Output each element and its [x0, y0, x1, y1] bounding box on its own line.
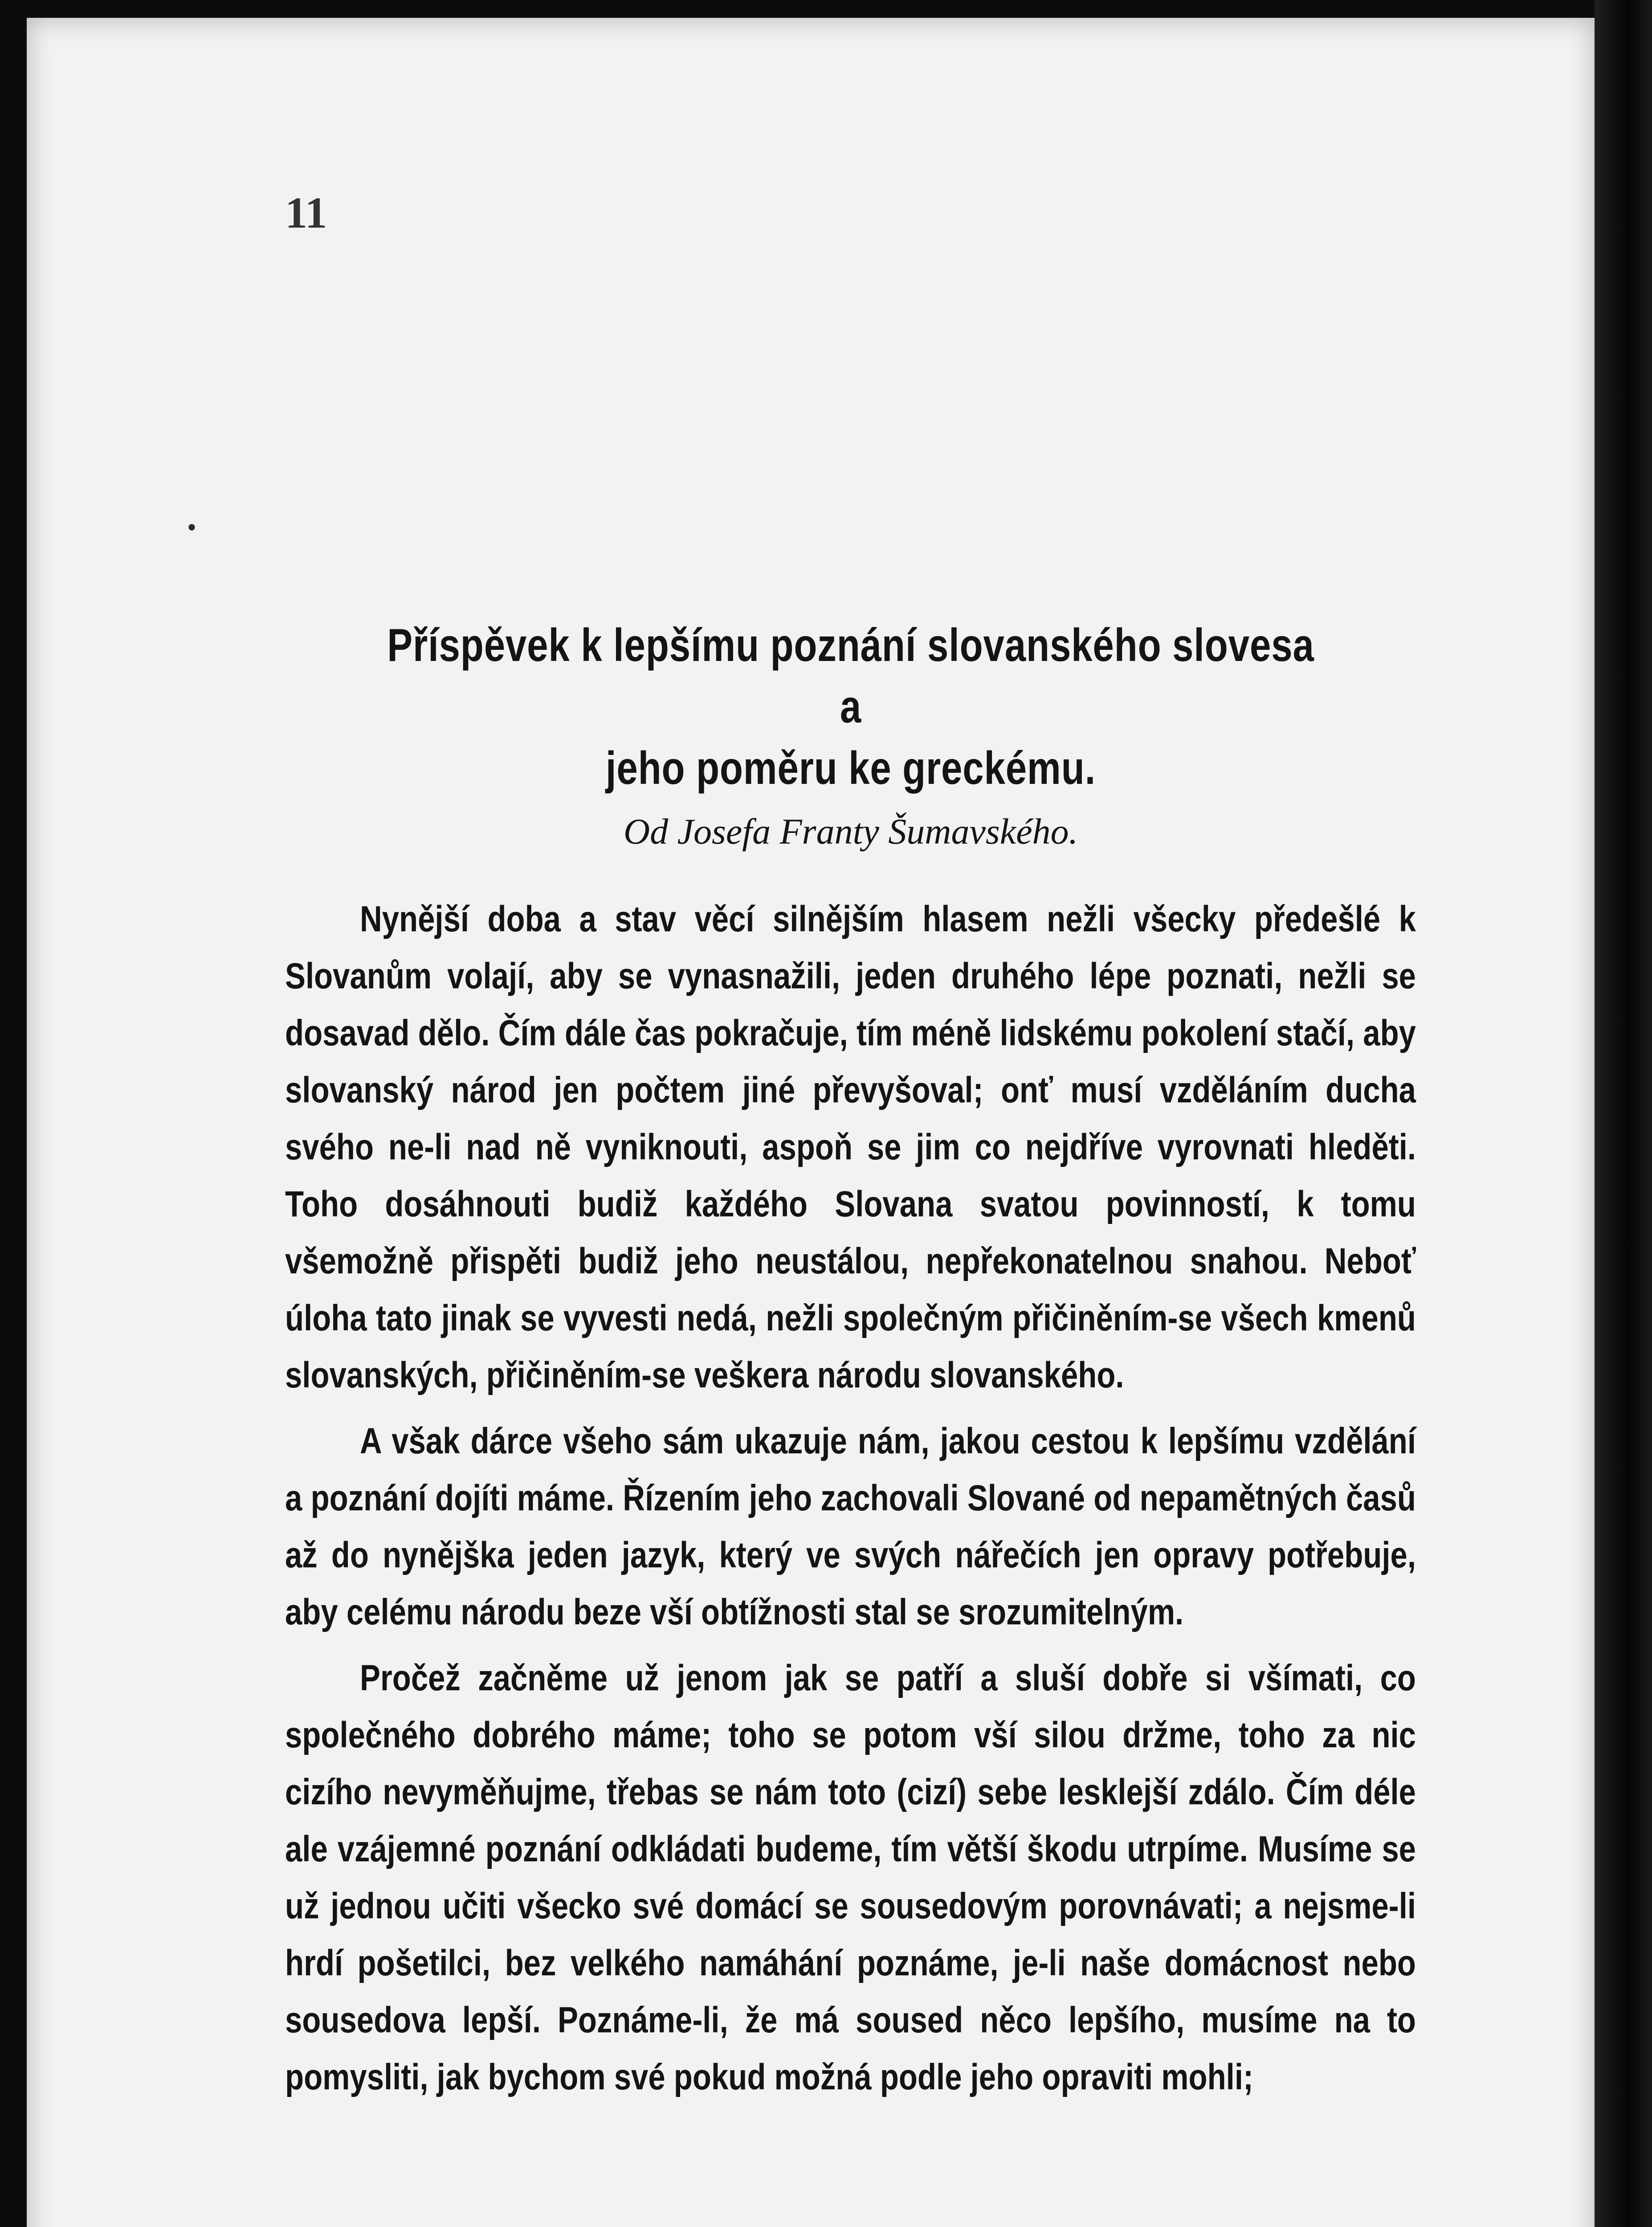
- scan-edge: [1595, 0, 1652, 2227]
- paragraph-3: Pročež začněme už jenom jak se patří a sluší dobře si všímati, co společného dobrého máme; toho se potom vší silou držme, toho za nic cizího nevyměňujme, třebas se nám toto (cizí) sebe lesklejší zdálo. Čím déle ale vzájemné poznání odkládati budeme, tím větší škodu utrpíme. Musíme se už jednou učiti všecko své domácí se sousedovým porovnávati; a nejsme-li hrdí pošetilci, bez velkého namáhání poznáme, je-li naše domácnost nebo sousedova lepší. Poznáme-li, že má soused něco lepšího, musíme na to pomysliti, jak bychom své pokud možná podle jeho opraviti mohli;: [285, 1658, 1416, 2097]
- page-number: 11: [285, 188, 327, 237]
- bleed-through-text: [241, 267, 1443, 579]
- paragraph-1: Nynější doba a stav věcí silnějším hlasem nežli všecky předešlé k Slovanům volají, aby se vynasnažili, jeden druhého lépe poznati, nežli se dosavad dělo. Čím dále čas pokračuje, tím méně lidskému pokolení stačí, aby slovanský národ jen počtem jiné převyšoval; onť musí vzděláním ducha svého ne-li nad ně vyniknouti, aspoň se jim co nejdříve vyrovnati hleděti. Toho dosáhnouti budiž každého Slovana svatou povinností, k tomu všemožně přispěti budiž jeho neustálou, nepřekonatelnou snahou. Neboť úloha tato jinak se vyvesti nedá, nežli společným přičiněním-se všech kmenů slovanských, přičiněním-se veškera národu slovanského.: [285, 899, 1416, 1395]
- paragraph-2: A však dárce všeho sám ukazuje nám, jakou cestou k lepšímu vzdělání a poznání dojíti máme. Řízením jeho zachovali Slované od nepamětných časů až do nynějška jeden jazyk, který ve svých nářečích jen opravy potřebuje, aby celému národu beze vší obtížnosti stal se srozumitelným.: [285, 1421, 1416, 1632]
- title-line-1: Příspěvek k lepšímu poznání slovanského slovesa a: [387, 620, 1314, 733]
- article-title: [387, 615, 1315, 799]
- title-line-2: jeho poměru ke greckému.: [605, 742, 1096, 794]
- article: [285, 615, 1416, 2115]
- ink-speck-2: •: [187, 513, 197, 542]
- author-byline: Od Josefa Franty Šumavského.: [623, 811, 1078, 852]
